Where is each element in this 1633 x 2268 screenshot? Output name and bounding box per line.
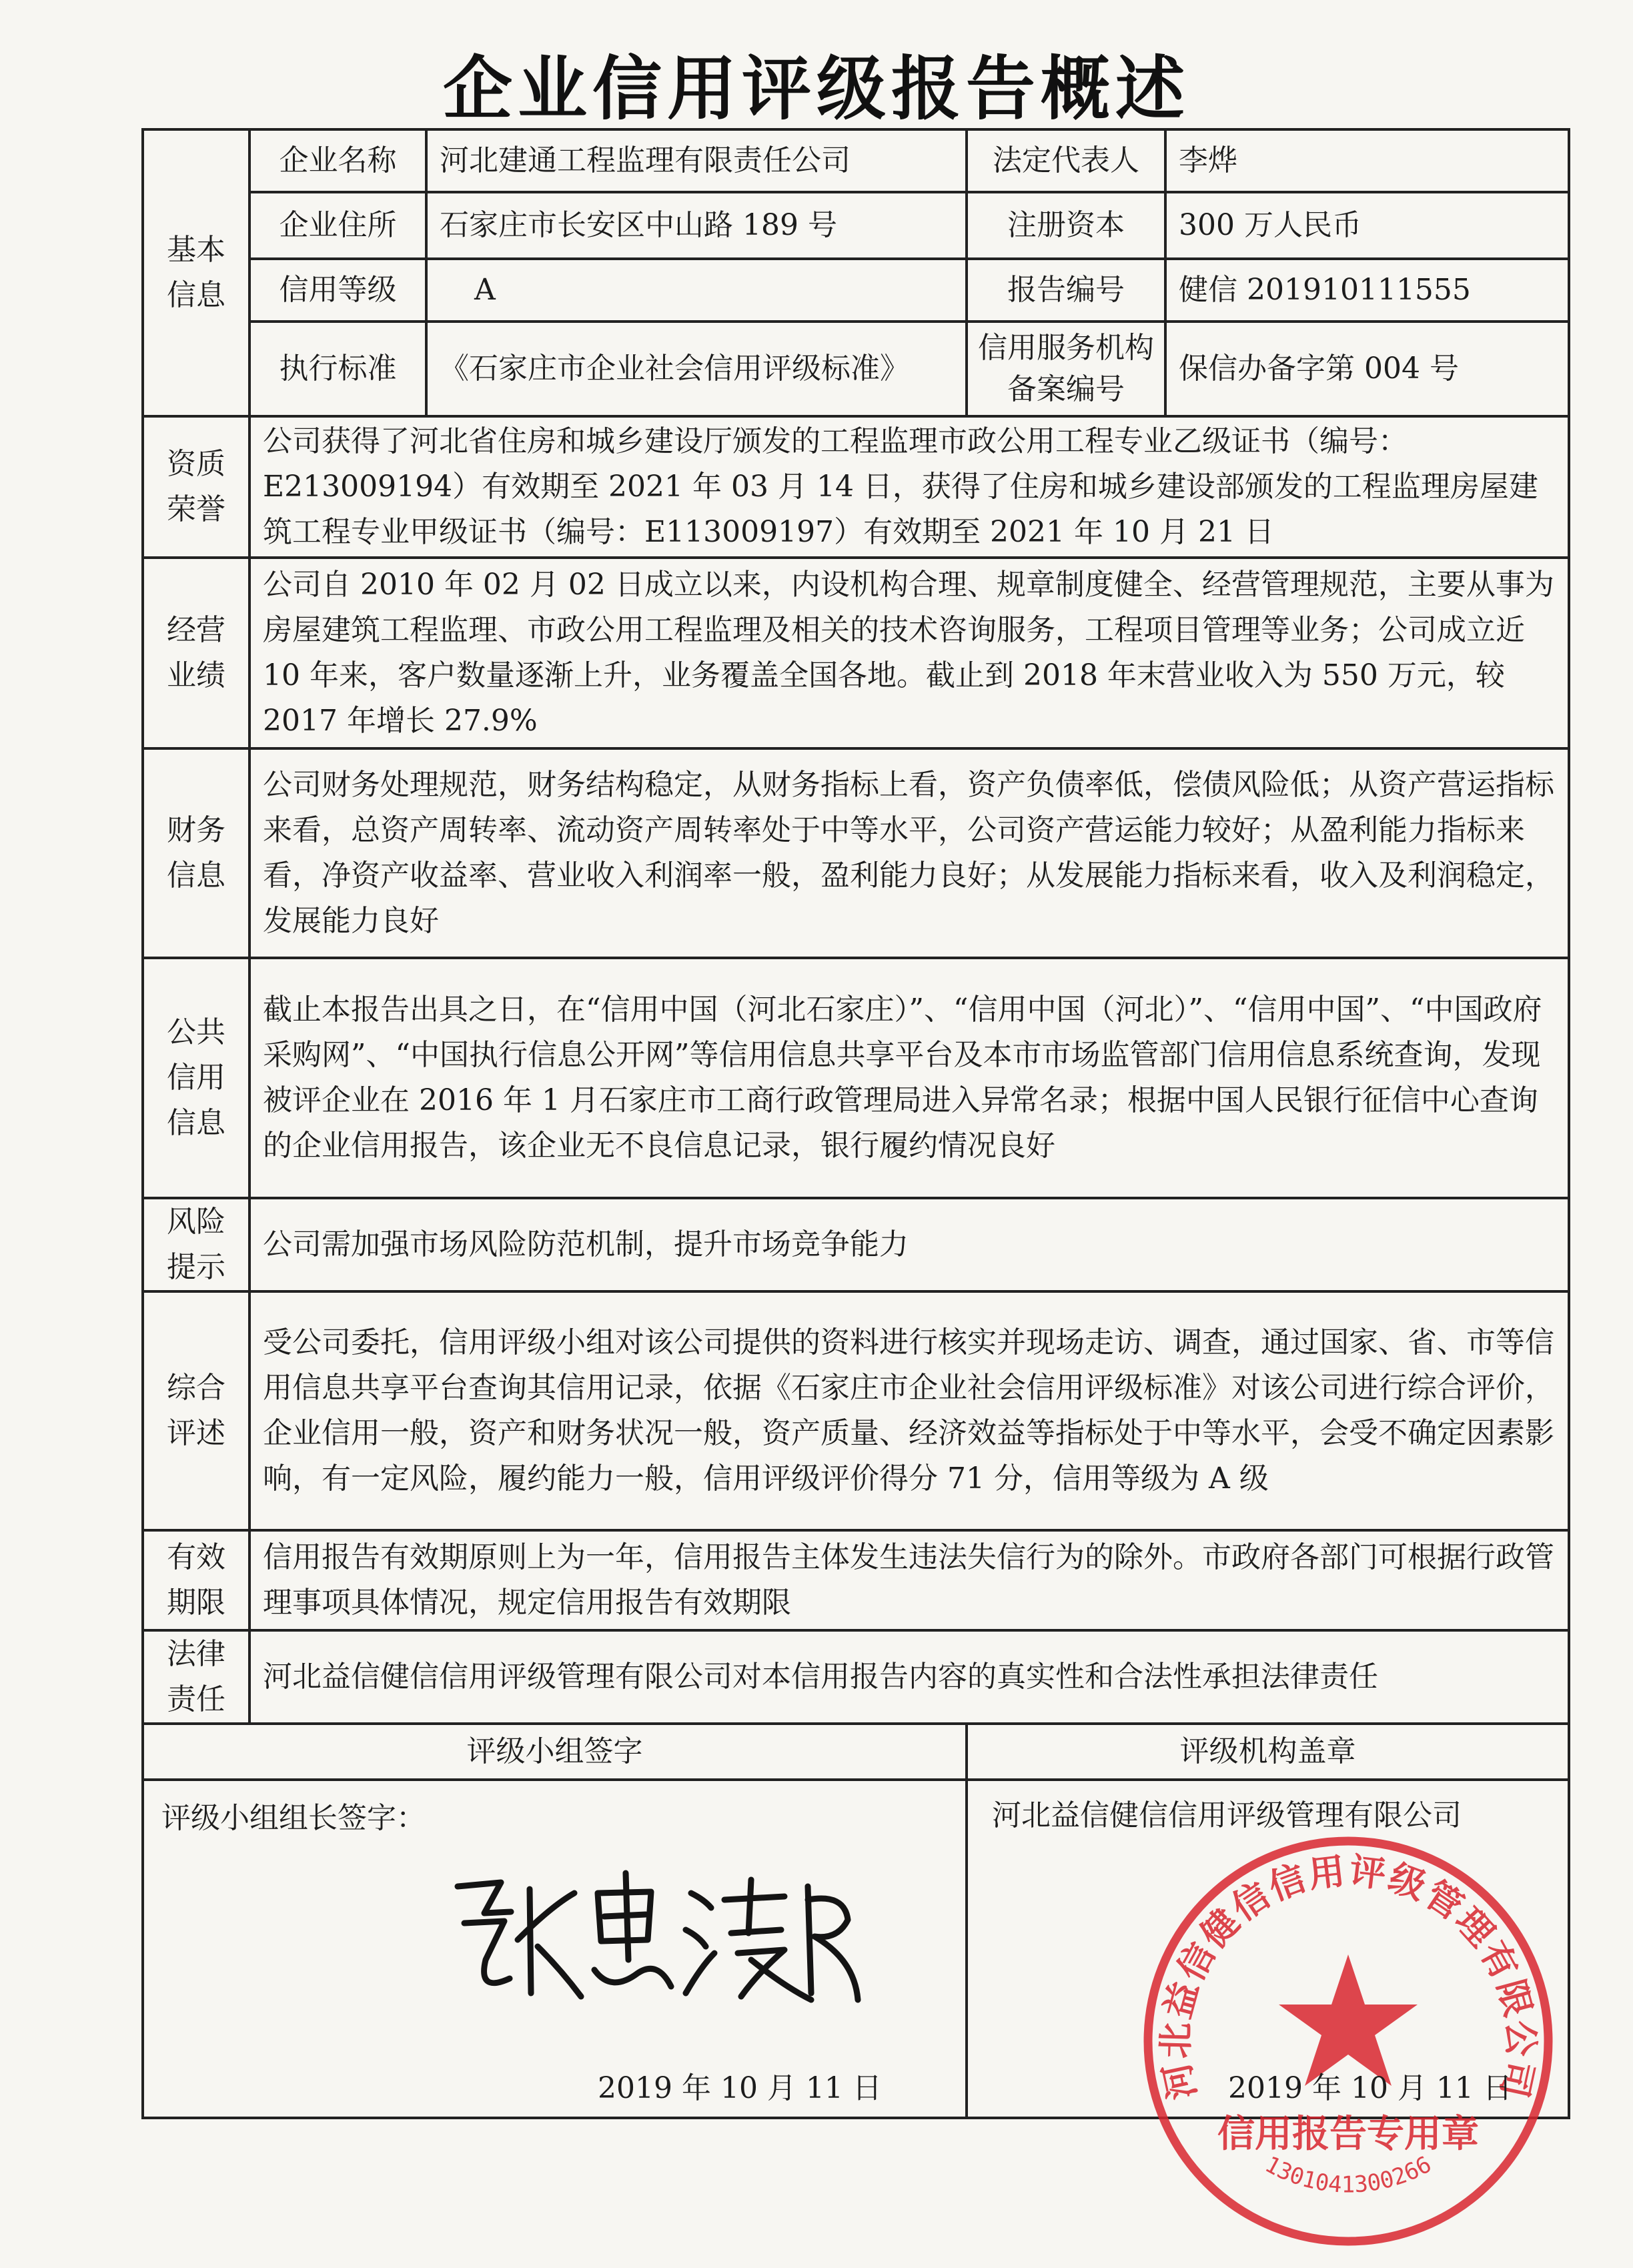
row-grade: [143, 259, 1569, 322]
legal-label: 法律责任: [143, 1630, 249, 1724]
team-signature-cell: [143, 1780, 967, 2118]
row-finance: [143, 748, 1569, 958]
handwritten-signature: [438, 1860, 865, 2013]
seal-center-text: 信用报告专用章: [1217, 2112, 1479, 2156]
leader-signature-label: 评级小组组长签字：: [161, 1801, 426, 1835]
report-table: [141, 128, 1570, 2199]
address-value: 石家庄市长安区中山路 189 号: [426, 192, 967, 259]
svg-text:1301041300266: [1261, 2151, 1436, 2199]
row-company-name: [143, 129, 1569, 192]
qualification-text: 公司获得了河北省住房和城乡建设厅颁发的工程监理市政公用工程专业乙级证书（编号：E213009194）有效期至 2021 年 03 月 14 日，获得了住房和城乡建设部颁发的工程监理房屋建筑工程专业甲级证书（编号：E113009197）有效期至 2021 年 10 月 21 日: [249, 416, 1569, 558]
agency-no-value: 保信办备字第 004 号: [1165, 322, 1569, 416]
legal-rep-label: 法定代表人: [967, 129, 1165, 192]
official-seal: [1135, 1828, 1562, 2255]
team-signature-header: 评级小组签字: [143, 1724, 967, 1780]
risk-text: 公司需加强市场风险防范机制，提升市场竞争能力: [249, 1198, 1569, 1291]
page-title: 企业信用评级报告概述: [442, 48, 1190, 129]
legal-text: 河北益信健信信用评级管理有限公司对本信用报告内容的真实性和合法性承担法律责任: [249, 1630, 1569, 1724]
validity-text: 信用报告有效期原则上为一年，信用报告主体发生违法失信行为的除外。市政府各部门可根据行政管理事项具体情况，规定信用报告有效期限: [249, 1530, 1569, 1630]
report-no-label: 报告编号: [967, 259, 1165, 322]
seal-number: 1301041300266: [1260, 2151, 1436, 2199]
validity-label: 有效期限: [143, 1530, 249, 1630]
section-basic-label: 基本信息: [143, 129, 249, 416]
row-signature-headers: [143, 1724, 1569, 1780]
row-signatures: [143, 1780, 1569, 2118]
row-summary: [143, 1291, 1569, 1530]
grade-value: A: [426, 259, 967, 322]
row-standard: [143, 322, 1569, 416]
performance-text: 公司自 2010 年 02 月 02 日成立以来，内设机构合理、规章制度健全、经营管理规范，主要从事为房屋建筑工程监理、市政公用工程监理及相关的技术咨询服务，工程项目管理等业务；公司成立近 10 年来，客户数量逐渐上升，业务覆盖全国各地。截止到 2018 年末营业收入为 550 万元，较 2017 年增长 27.9%: [249, 558, 1569, 748]
capital-value: 300 万人民币: [1165, 192, 1569, 259]
org-seal-cell: [967, 1780, 1569, 2199]
row-address: [143, 192, 1569, 259]
finance-label: 财务信息: [143, 748, 249, 958]
row-validity: [143, 1530, 1569, 1630]
company-name-label: 企业名称: [249, 129, 426, 192]
company-name-value: 河北建通工程监理有限责任公司: [426, 129, 967, 192]
legal-rep-value: 李烨: [1165, 129, 1569, 192]
team-signature-date: 2019 年 10 月 11 日: [598, 2071, 882, 2105]
org-seal-header: 评级机构盖章: [967, 1724, 1569, 1780]
org-seal-date: 2019 年 10 月 11 日: [1228, 2071, 1512, 2105]
public-credit-text: 截止本报告出具之日，在“信用中国（河北石家庄）”、“信用中国（河北）”、“信用中国”、“中国政府采购网”、“中国执行信息公开网”等信用信息共享平台及本市市场监管部门信用信息系统查询，发现被评企业在 2016 年 1 月石家庄市工商行政管理局进入异常名录；根据中国人民银行征信中心查询的企业信用报告，该企业无不良信息记录，银行履约情况良好: [249, 958, 1569, 1198]
address-label: 企业住所: [249, 192, 426, 259]
agency-no-label: 信用服务机构备案编号: [967, 322, 1165, 416]
grade-label: 信用等级: [249, 259, 426, 322]
summary-text: 受公司委托，信用评级小组对该公司提供的资料进行核实并现场走访、调查，通过国家、省、市等信用信息共享平台查询其信用记录，依据《石家庄市企业社会信用评级标准》对该公司进行综合评价，企业信用一般，资产和财务状况一般，资产质量、经济效益等指标处于中等水平，会受不确定因素影响，有一定风险，履约能力一般，信用评级评价得分 71 分，信用等级为 A 级: [249, 1291, 1569, 1530]
performance-label: 经营业绩: [143, 558, 249, 748]
summary-label: 综合评述: [143, 1291, 249, 1530]
row-risk: [143, 1198, 1569, 1291]
row-public-credit: [143, 958, 1569, 1198]
seal-stamp-icon: [1135, 1828, 1562, 2255]
risk-label: 风险提示: [143, 1198, 249, 1291]
qualification-label: 资质荣誉: [143, 416, 249, 558]
row-legal: [143, 1630, 1569, 1724]
org-name: 河北益信健信信用评级管理有限公司: [992, 1798, 1462, 1832]
row-qualification: [143, 416, 1569, 558]
seal-ring-text: 河北益信健信信用评级管理有限公司: [1153, 1848, 1543, 2104]
public-credit-label: 公共信用信息: [143, 958, 249, 1198]
standard-label: 执行标准: [249, 322, 426, 416]
standard-value: 《石家庄市企业社会信用评级标准》: [426, 322, 967, 416]
report-no-value: 健信 201910111555: [1165, 259, 1569, 322]
row-performance: [143, 558, 1569, 748]
capital-label: 注册资本: [967, 192, 1165, 259]
finance-text: 公司财务处理规范，财务结构稳定，从财务指标上看，资产负债率低，偿债风险低；从资产营运指标来看，总资产周转率、流动资产周转率处于中等水平，公司资产营运能力较好；从盈利能力指标来看，净资产收益率、营业收入利润率一般，盈利能力良好；从发展能力指标来看，收入及利润稳定，发展能力良好: [249, 748, 1569, 958]
